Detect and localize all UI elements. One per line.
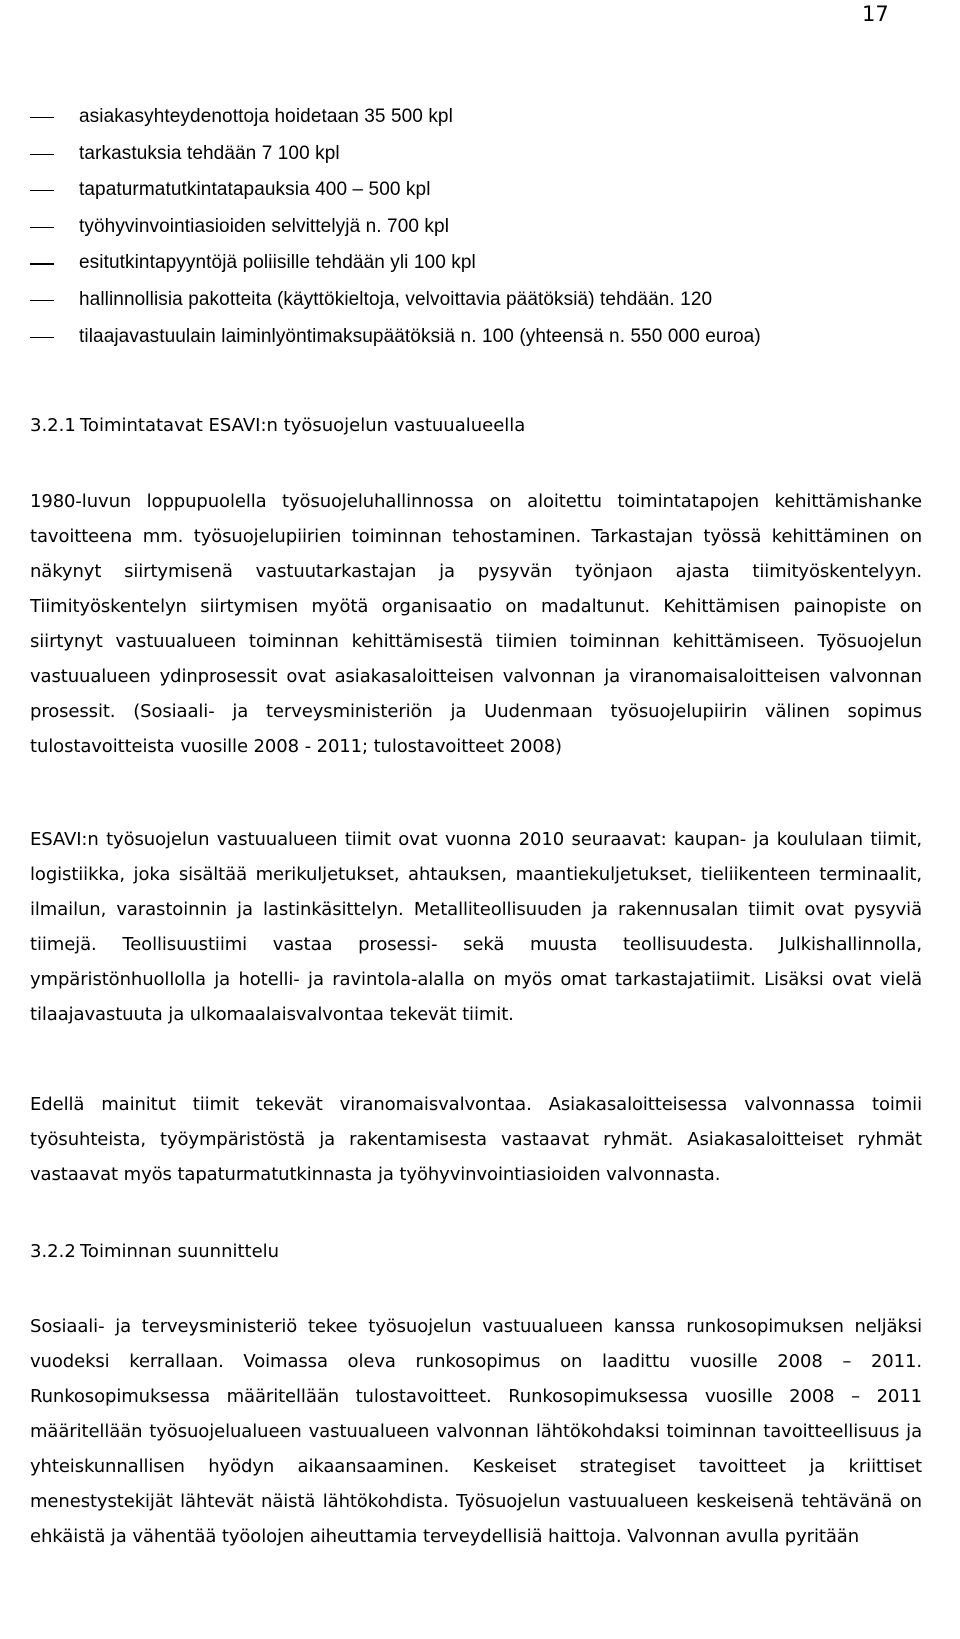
dash-bullet-icon <box>30 337 54 338</box>
page-number: 17 <box>862 2 889 26</box>
bullet-text: työhyvinvointiasioiden selvittelyjä n. 700 kpl <box>79 215 450 237</box>
dash-bullet-icon <box>30 263 54 264</box>
paragraph-toimintatavat: 1980-luvun loppupuolella työsuojeluhallinnossa on aloitettu toimintatapojen kehittämishanke tavoitteena mm. työsuojelupiirien toiminnan tehostaminen. Tarkastajan työssä kehittäminen on näkynyt siirtymisenä vastuutarkastajan ja pysyvän työnjaon ajasta tiimityöskentelyyn. Tiimityöskentelyn siirtymisen myötä organisaatio on madaltunut. Kehittämisen painopiste on siirtynyt vastuualueen toiminnan kehittämisestä tiimien toiminnan kehittämiseen. Työsuojelun vastuualueen ydinprosessit ovat asiakasaloitteisen valvonnan ja viranomaisaloitteisen valvonnan prosessit. (Sosiaali- ja terveysministeriön ja Uudenmaan työsuojelupiirin välinen sopimus tulostavoitteista vuosille 2008 - 2011; tulostavoitteet 2008) <box>30 491 922 757</box>
dash-bullet-icon <box>30 227 54 228</box>
dash-bullet-icon <box>30 117 54 118</box>
bullet-text: hallinnollisia pakotteita (käyttökieltoja, velvoittavia päätöksiä) tehdään. 120 <box>79 288 713 310</box>
list-item <box>0 102 960 139</box>
bullet-text: esitutkintapyyntöjä poliisille tehdään yli 100 kpl <box>79 252 476 274</box>
bullet-text: tilaajavastuulain laiminlyöntimaksupäätöksiä n. 100 (yhteensä n. 550 000 euroa) <box>79 325 761 347</box>
section-title: Toimintatavat ESAVI:n työsuojelun vastuualueella <box>80 415 526 436</box>
section-number: 3.2.2 <box>30 1241 76 1262</box>
paragraph-tiimit: ESAVI:n työsuojelun vastuualueen tiimit ovat vuonna 2010 seuraavat: kaupan- ja koululaan tiimit, logistiikka, joka sisältää merikuljetukset, ahtauksen, maantiekuljetukset, tieliikenteen terminaalit, ilmailun, varastoinnin ja lastinkäsittelyn. Metalliteollisuuden ja rakennusalan tiimit ovat pysyviä tiimejä. Teollisuustiimi vastaa prosessi- sekä muusta teollisuudesta. Julkishallinnolla, ympäristönhuollolla ja hotelli- ja ravintola-alalla on myös omat tarkastajatiimit. Lisäksi ovat vielä tilaajavastuuta ja ulkomaalaisvalvontaa tekevät tiimit. <box>30 829 922 1025</box>
statistics-bullet-list <box>0 102 960 358</box>
dash-bullet-icon <box>30 190 54 191</box>
paragraph-valvonta: Edellä mainitut tiimit tekevät viranomaisvalvontaa. Asiakasaloitteisessa valvonnassa toimii työsuhteista, työympäristöstä ja rakentamisesta vastaavat ryhmät. Asiakasaloitteiset ryhmät vastaavat myös tapaturmatutkinnasta ja työhyvinvointiasioiden valvonnasta. <box>30 1094 922 1185</box>
section-title: Toiminnan suunnittelu <box>80 1241 280 1262</box>
bullet-text: asiakasyhteydenottoja hoidetaan 35 500 kpl <box>79 106 453 127</box>
list-item <box>0 285 960 322</box>
list-item <box>0 248 960 285</box>
bullet-text: tapaturmatutkintatapauksia 400 – 500 kpl <box>79 179 431 201</box>
list-item <box>0 322 960 359</box>
dash-bullet-icon <box>30 300 54 301</box>
paragraph-suunnittelu: Sosiaali- ja terveysministeriö tekee työsuojelun vastuualueen kanssa runkosopimuksen neljäksi vuodeksi kerrallaan. Voimassa oleva runkosopimus on laadittu vuosille 2008 – 2011. Runkosopimuksessa määritellään tulostavoitteet. Runkosopimuksessa vuosille 2008 – 2011 määritellään työsuojelualueen vastuualueen valvonnan lähtökohdaksi toiminnan tavoitteellisuus ja yhteiskunnallisen hyödyn aikaansaaminen. Keskeiset strategiset tavoitteet ja kriittiset menestystekijät lähtevät näistä lähtökohdista. Työsuojelun vastuualueen keskeisenä tehtävänä on ehkäistä ja vähentää työolojen aiheuttamia terveydellisiä haittoja. Valvonnan avulla pyritään <box>30 1316 922 1547</box>
list-item <box>0 139 960 176</box>
list-item <box>0 212 960 249</box>
list-item <box>0 175 960 212</box>
section-number: 3.2.1 <box>30 415 76 436</box>
bullet-text: tarkastuksia tehdään 7 100 kpl <box>79 142 340 164</box>
dash-bullet-icon <box>30 154 54 155</box>
